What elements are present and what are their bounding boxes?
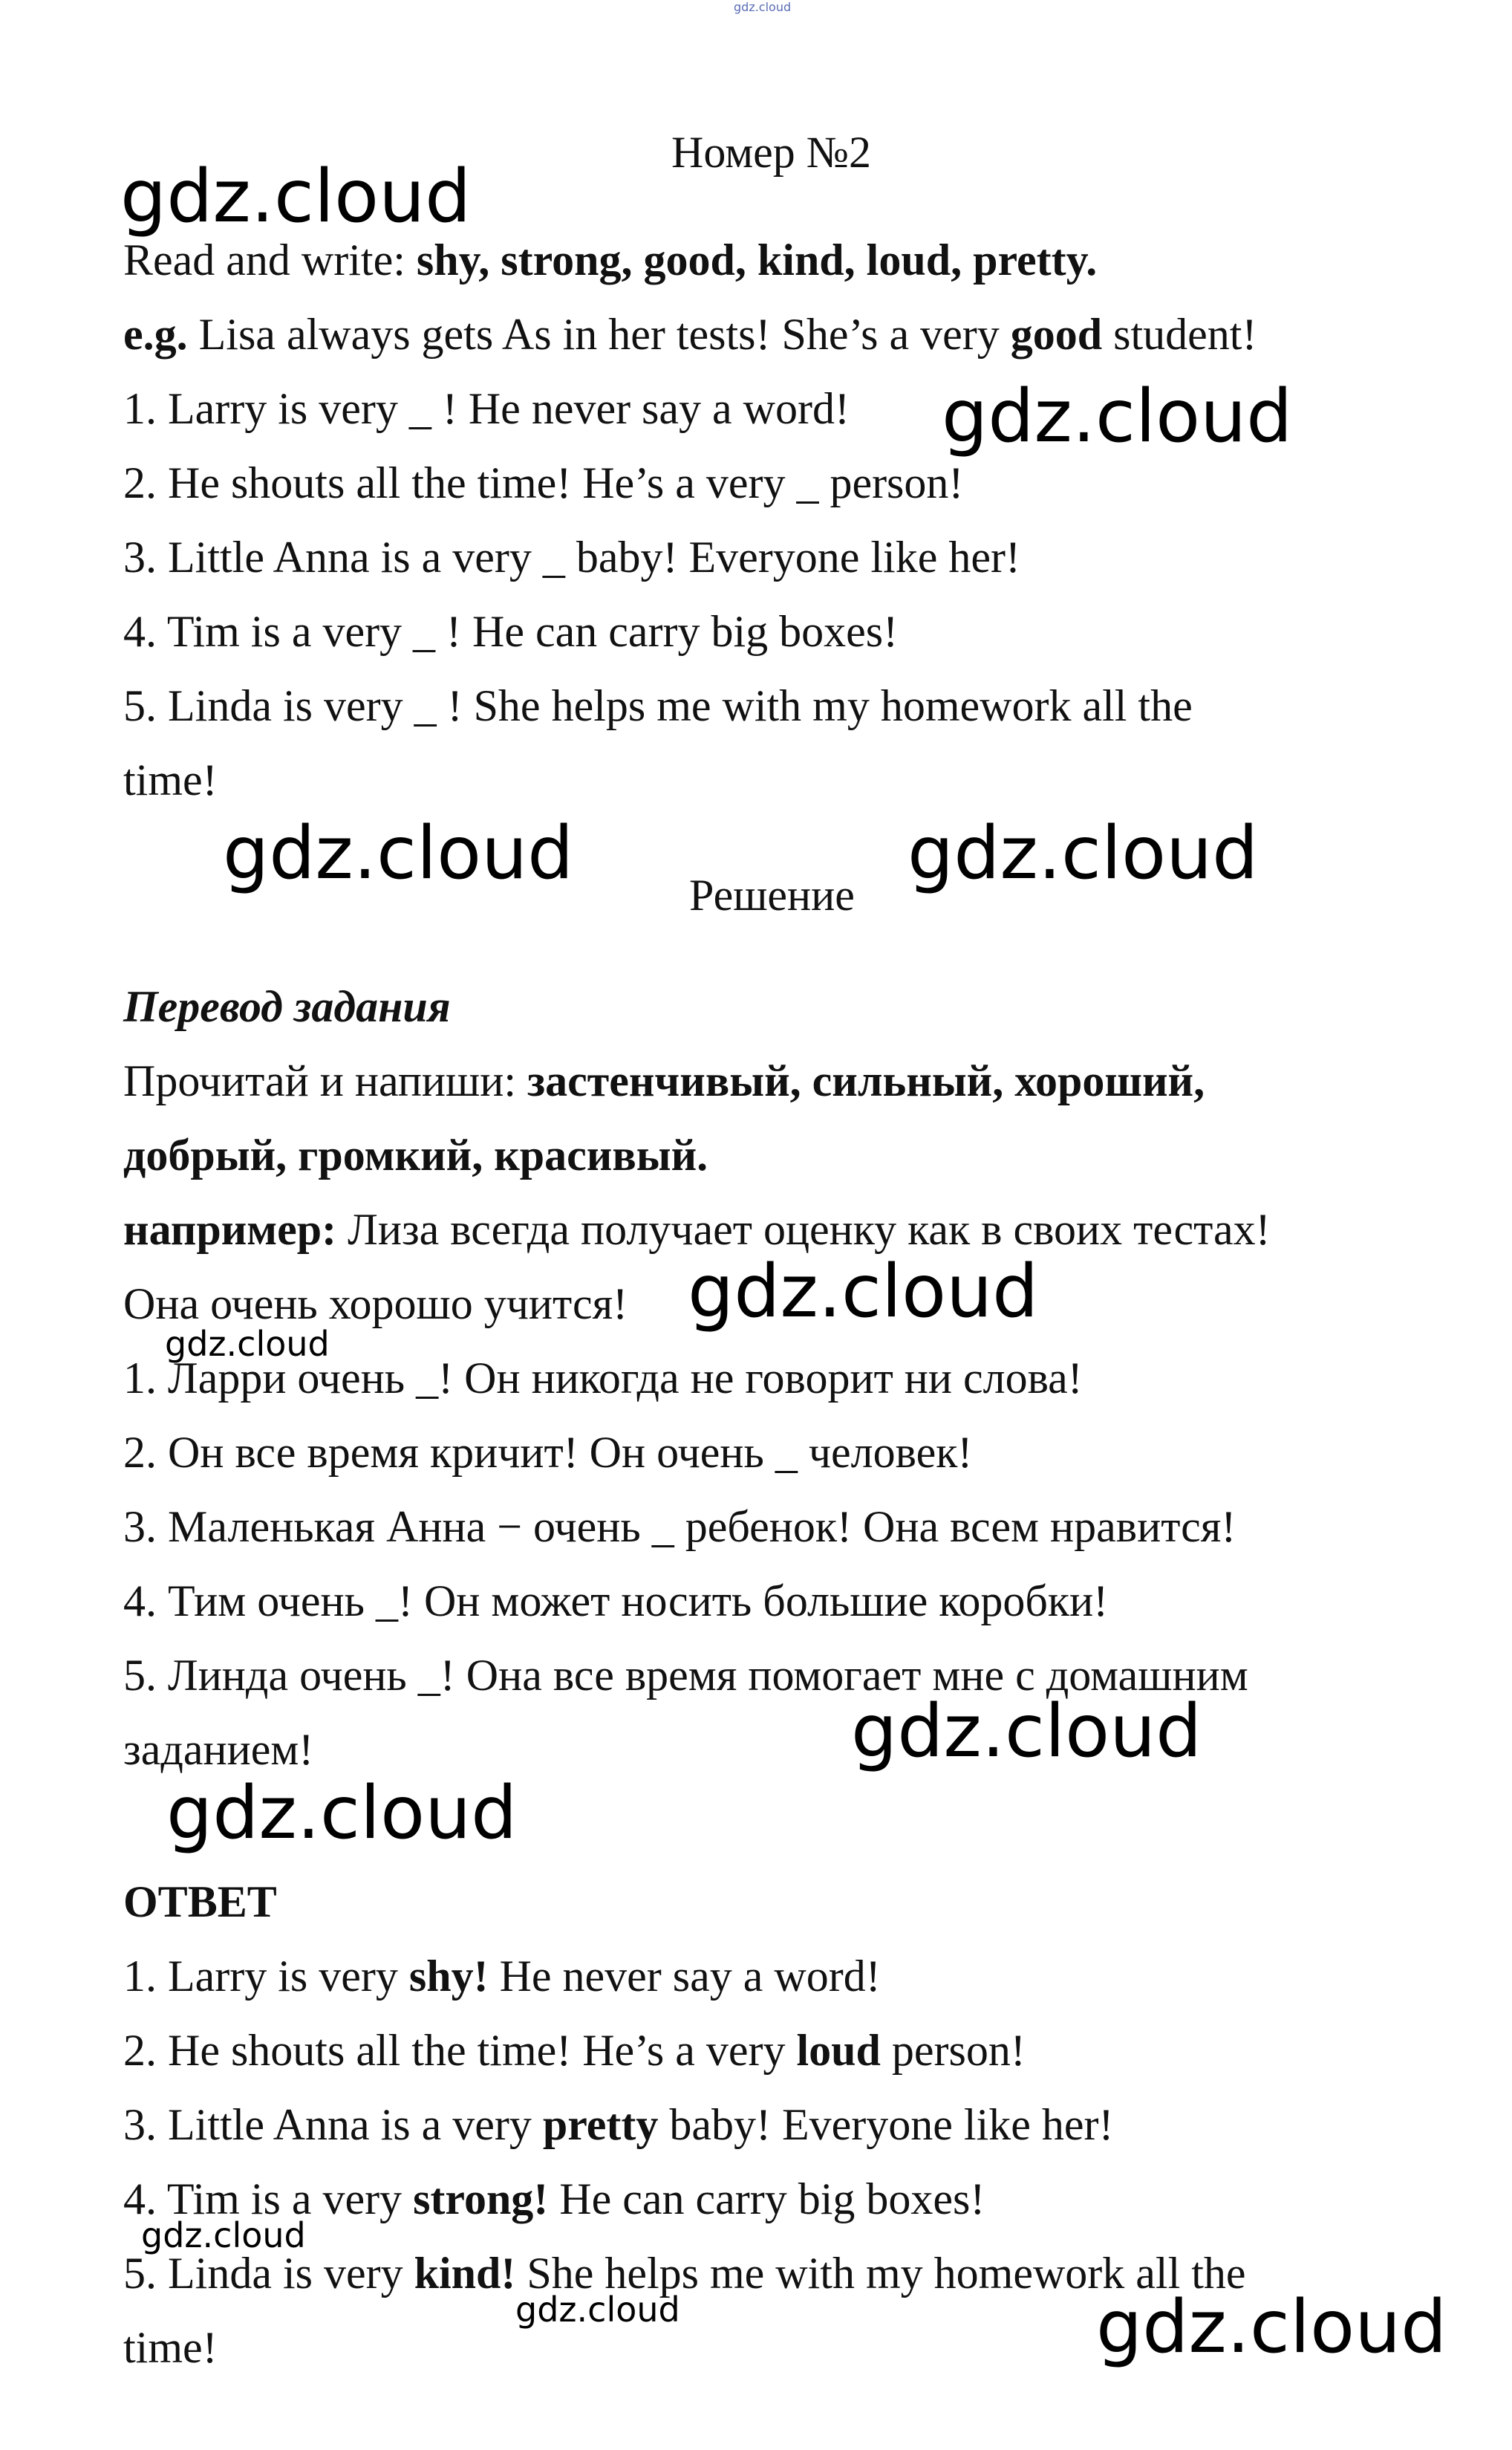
answer-item: 5. Linda is very kind! She helps me with my homework all the bbox=[123, 2249, 1246, 2298]
answer-item: 3. Little Anna is a very pretty baby! Everyone like her! bbox=[123, 2100, 1114, 2149]
translation-instruction-cont: добрый, громкий, красивый. bbox=[123, 1131, 708, 1180]
answer-item: 2. He shouts all the time! He’s a very loud person! bbox=[123, 2026, 1026, 2075]
translation-item: 4. Тим очень _! Он может носить большие коробки! bbox=[123, 1576, 1109, 1625]
translation-instruction: Прочитай и напиши: застенчивый, сильный, хороший, bbox=[123, 1056, 1205, 1105]
task-item: 5. Linda is very _ ! She helps me with my homework all the bbox=[123, 681, 1193, 730]
task-item: 1. Larry is very _ ! He never say a word! bbox=[123, 384, 850, 433]
watermark: gdz.cloud bbox=[942, 374, 1293, 459]
task-item: 4. Tim is a very _ ! He can carry big boxes! bbox=[123, 607, 899, 656]
watermark: gdz.cloud bbox=[515, 2290, 680, 2330]
translation-example: например: Лиза всегда получает оценку как в своих тестах! bbox=[123, 1205, 1271, 1254]
task-instruction: Read and write: shy, strong, good, kind, loud, pretty. bbox=[123, 235, 1098, 285]
answer-item: 1. Larry is very shy! He never say a word! bbox=[123, 1952, 881, 2001]
watermark: gdz.cloud bbox=[907, 811, 1259, 896]
page-title: Номер №2 bbox=[671, 128, 872, 177]
watermark: gdz.cloud bbox=[1096, 2285, 1447, 2370]
translation-item: 2. Он все время кричит! Он очень _ человек! bbox=[123, 1428, 973, 1477]
task-item: 2. He shouts all the time! He’s a very _ person! bbox=[123, 458, 964, 507]
watermark: gdz.cloud bbox=[851, 1689, 1202, 1774]
watermark: gdz.cloud bbox=[166, 1771, 518, 1856]
translation-example-cont: Она очень хорошо учится! bbox=[123, 1279, 628, 1328]
task-item: time! bbox=[123, 756, 218, 805]
top-watermark: gdz.cloud bbox=[734, 0, 792, 14]
answer-heading: ОТВЕТ bbox=[123, 1877, 277, 1926]
answer-item: time! bbox=[123, 2323, 218, 2372]
translation-item: заданием! bbox=[123, 1725, 314, 1774]
watermark: gdz.cloud bbox=[688, 1250, 1039, 1334]
watermark: gdz.cloud bbox=[165, 1324, 330, 1364]
task-item: 3. Little Anna is a very _ baby! Everyone like her! bbox=[123, 533, 1020, 582]
translation-item: 5. Линда очень _! Она все время помогает мне с домашним bbox=[123, 1651, 1248, 1700]
translation-item: 3. Маленькая Анна − очень _ ребенок! Она всем нравится! bbox=[123, 1502, 1236, 1551]
watermark: gdz.cloud bbox=[223, 811, 574, 896]
watermark: gdz.cloud bbox=[141, 2215, 306, 2255]
watermark: gdz.cloud bbox=[120, 155, 472, 239]
task-example: e.g. Lisa always gets As in her tests! She’s a very good student! bbox=[123, 310, 1257, 359]
answer-item: 4. Tim is a very strong! He can carry big boxes! bbox=[123, 2174, 985, 2223]
translation-item: 1. Ларри очень _! Он никогда не говорит ни слова! bbox=[123, 1354, 1083, 1403]
solution-label: Решение bbox=[689, 871, 855, 920]
translation-heading: Перевод задания bbox=[123, 982, 451, 1031]
